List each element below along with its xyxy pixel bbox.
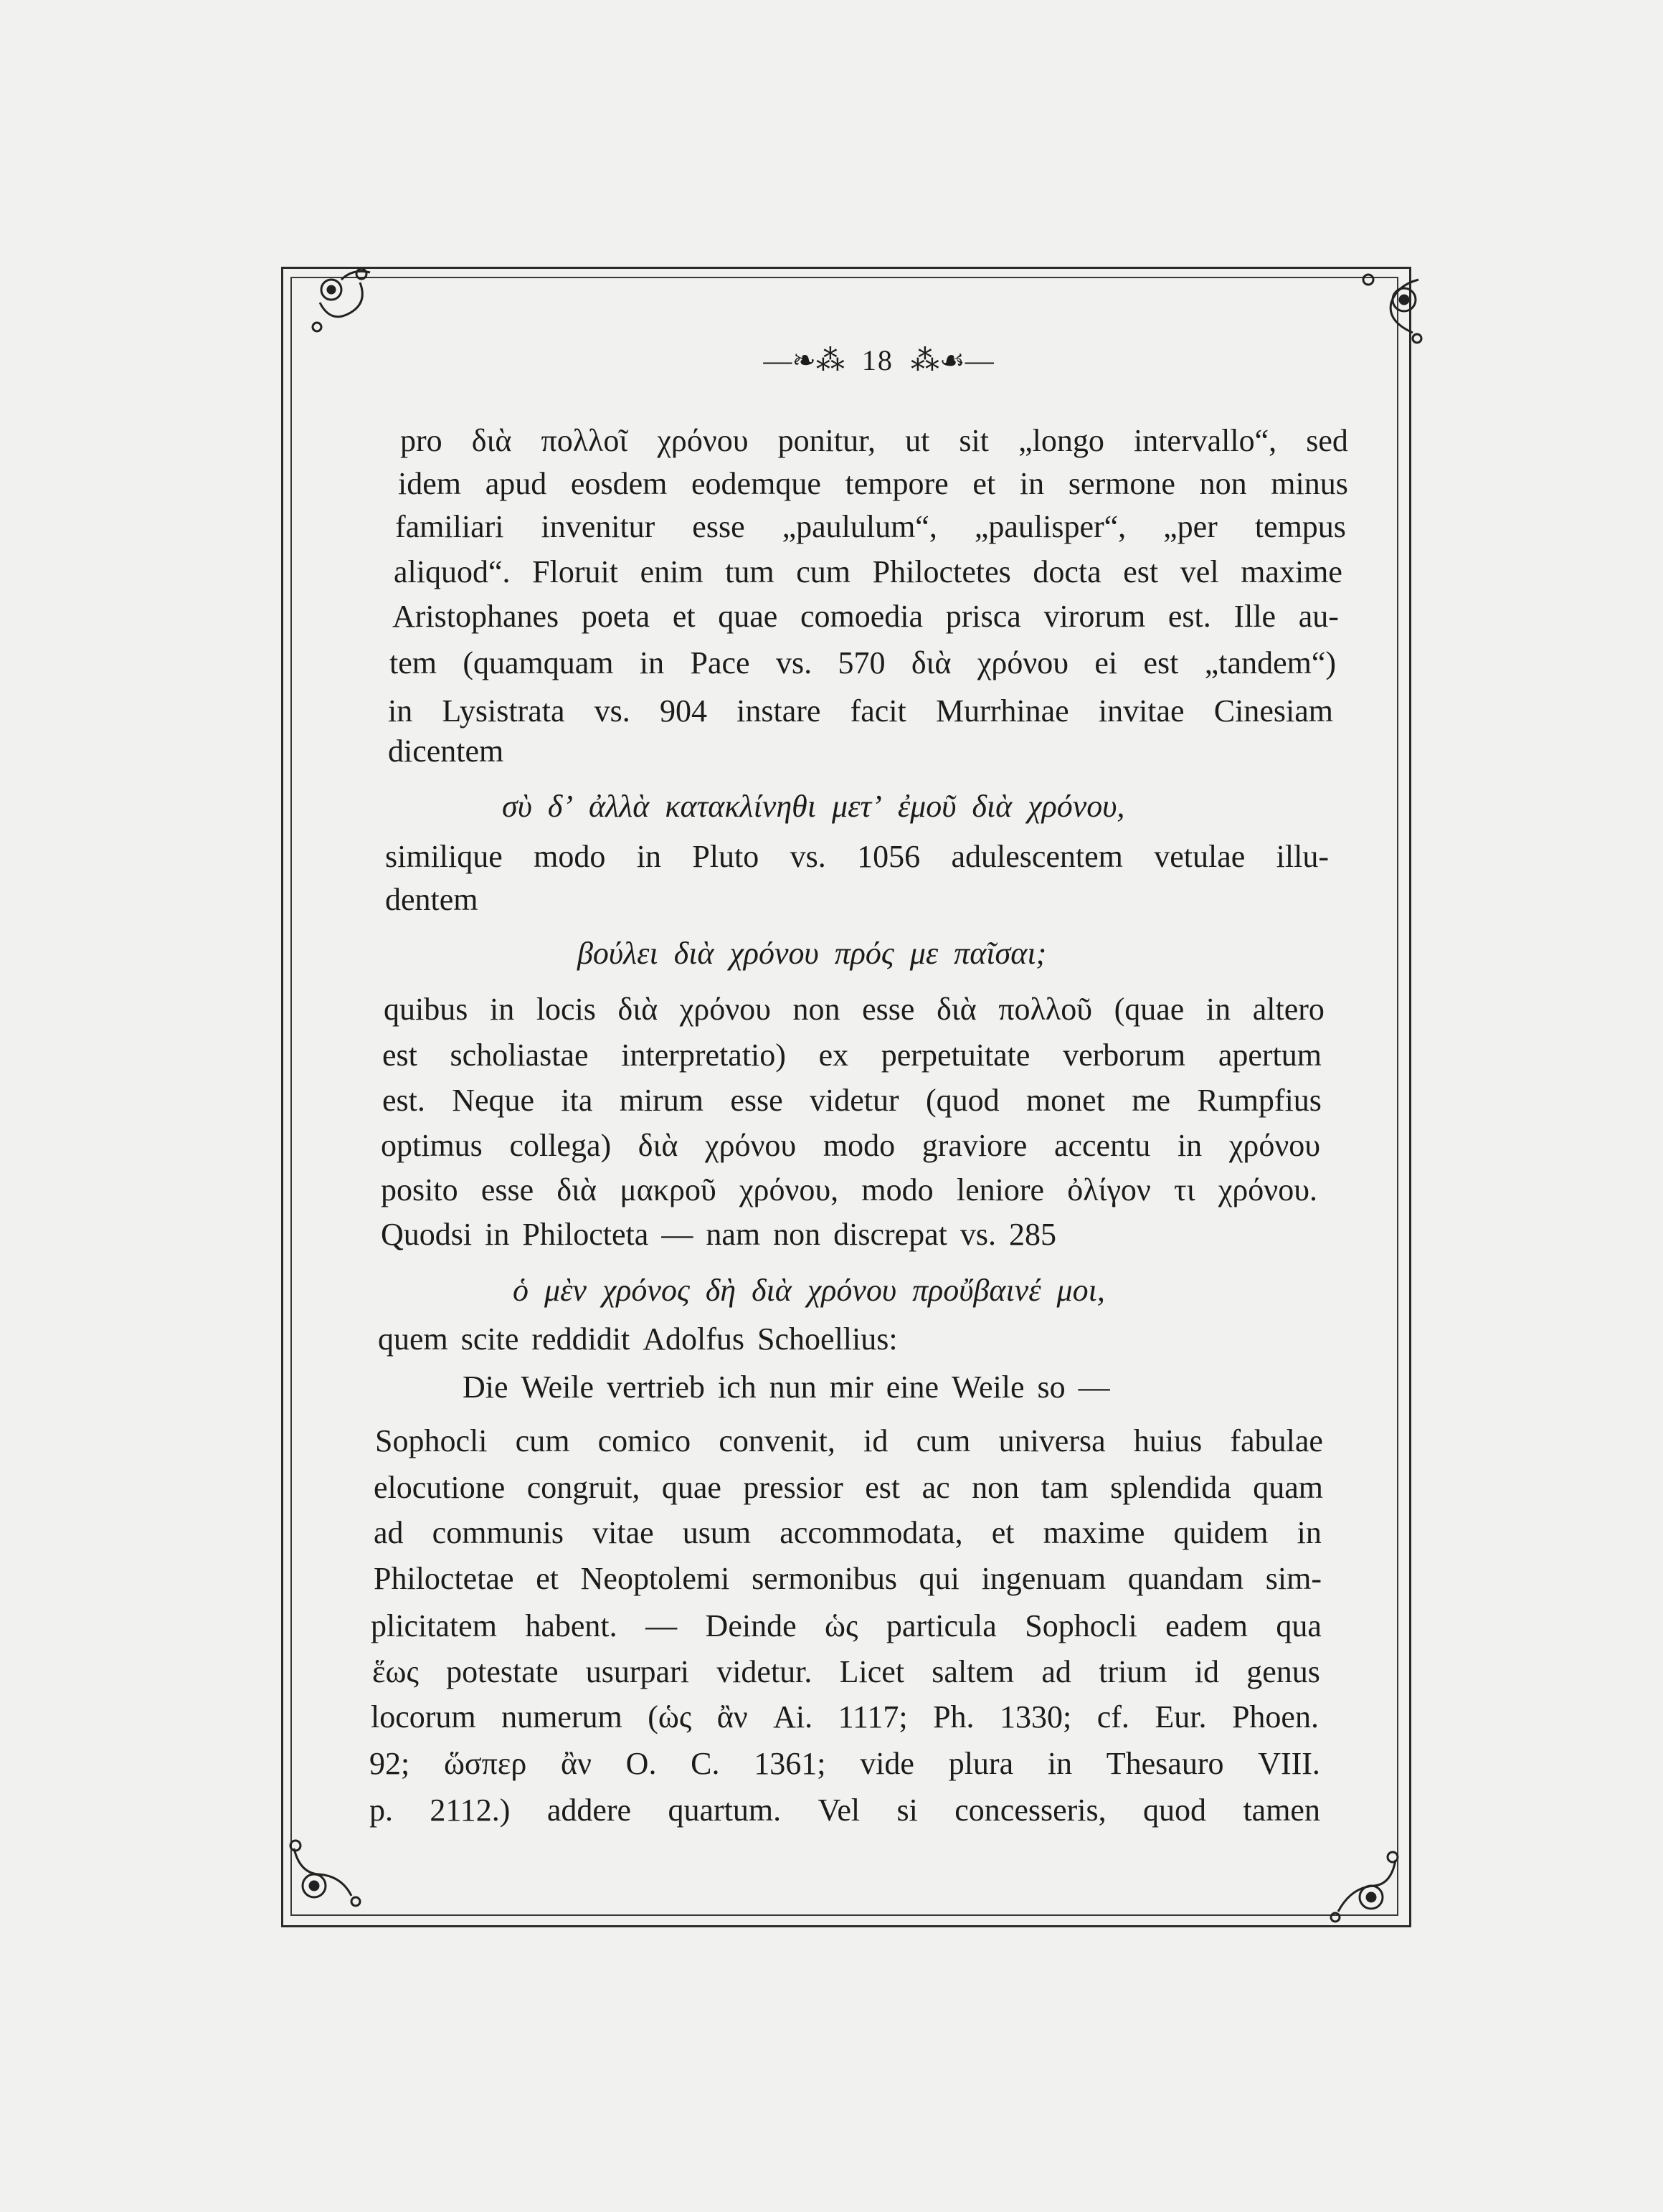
word: quem [378,1321,448,1357]
word: tempore [845,466,949,501]
text-line [381,1169,1317,1212]
word: tum [725,554,774,589]
word: apertum [1218,1038,1322,1073]
word: genus [1246,1654,1320,1689]
word: in [1205,992,1231,1027]
word: δὴ [705,1273,736,1308]
word: poeta [581,599,650,634]
word: sit [959,423,989,458]
word: pressior [743,1470,843,1505]
word: est [1143,645,1179,680]
word: „paulisper“, [974,509,1127,544]
word: est [1123,554,1159,589]
word: id [863,1423,889,1458]
word: „longo [1018,423,1104,458]
word: Aristophanes [392,599,559,634]
word: pro [400,423,442,458]
word: χρόνου [977,645,1069,680]
word: sermone [1068,466,1175,501]
word: comico [597,1423,691,1458]
word: et [972,466,996,501]
word: ὁ [513,1273,529,1308]
verse-line [513,1269,1230,1312]
word: Weile [952,1370,1025,1405]
word: dicentem [388,734,504,769]
page-header [717,338,1040,381]
word: scholiastae [450,1038,589,1073]
word: διὰ [471,423,512,458]
word: quae [661,1470,721,1505]
word: in [1177,1128,1203,1163]
word: intervallo“, [1133,423,1277,458]
word: ponitur, [777,423,876,458]
word: tempus [1254,509,1346,544]
word: esse [730,1083,783,1118]
word: „tandem“) [1204,645,1336,680]
word: usurpari [585,1654,689,1689]
word: διὰ [911,645,952,680]
word: particula [886,1608,997,1643]
word: illu- [1276,839,1329,874]
word: βούλει [577,936,658,971]
word: et [672,599,696,634]
word: Philocteta [522,1217,649,1252]
word: verborum [1063,1038,1186,1073]
word: cf. [1096,1699,1129,1734]
word: 1361; [754,1746,826,1781]
word: esse [480,1172,534,1207]
word: maxime [1241,554,1342,589]
word: vetulae [1154,839,1246,874]
word: vertrieb [607,1370,705,1405]
word: ἂν [561,1746,592,1781]
text-line [385,878,672,921]
word: usum [682,1515,752,1550]
word: πολλοῦ [998,992,1092,1027]
word: interpretatio) [621,1038,786,1073]
word: quam [1253,1470,1323,1505]
word: perpetuitate [881,1038,1031,1073]
text-line [369,1789,1320,1832]
word: διὰ [638,1128,678,1163]
word: (quae [1114,992,1185,1027]
word: μὲν [544,1273,587,1308]
text-line [392,595,1339,638]
text-line [395,505,1346,549]
word: ac [921,1470,950,1505]
text-line [400,419,1348,462]
verse-line [577,932,1223,975]
word: Weile [521,1370,594,1405]
word: mirum [619,1083,704,1118]
word: 285 [1009,1217,1057,1252]
word: Vel [818,1793,861,1828]
word: facit [850,693,906,728]
word: modo [861,1172,934,1207]
word: in [639,645,665,680]
word: concesseris, [954,1793,1107,1828]
word: altero [1252,992,1325,1027]
word: χρόνου [679,992,771,1027]
word: in [388,693,413,728]
word: 1056 [857,839,921,874]
word: quartum. [668,1793,782,1828]
word: accommodata, [780,1515,963,1550]
word: adulescentem [951,839,1123,874]
word: μετ’ [831,789,882,824]
word: 92; [369,1746,410,1781]
word: trium [1099,1654,1167,1689]
word: Licet [839,1654,905,1689]
word: ex [818,1038,849,1073]
word: σὺ [502,789,532,824]
word: sermonibus [752,1561,897,1596]
word: Floruit [532,554,618,589]
word: C. [691,1746,720,1781]
word: 904 [659,693,707,728]
word: discrepat [833,1217,947,1252]
word: leniore [956,1172,1045,1207]
word: vs. [594,693,630,728]
word: Eur. [1155,1699,1207,1734]
word: διὰ [617,992,658,1027]
word: habent. [525,1608,617,1643]
word: ἕως [372,1654,419,1689]
word: mir [829,1370,873,1405]
word: ad [374,1515,404,1550]
word: Ph. [933,1699,975,1734]
word: et [991,1515,1015,1550]
word: 1117; [838,1699,908,1734]
word: χρόνου [657,423,749,458]
text-line [374,1557,1322,1600]
word: χρόνος [602,1273,690,1308]
word: non [1199,466,1247,501]
word: esse [862,992,915,1027]
word: aliquod“. [394,554,511,589]
word: ei [1094,645,1118,680]
text-line [374,1511,1322,1554]
word: monet [1025,1083,1105,1118]
word: με [909,936,939,971]
word: χρόνου [1228,1128,1320,1163]
word: prisca [945,599,1021,634]
word: collega) [509,1128,612,1163]
text-line [385,835,1329,878]
word: sim- [1265,1561,1322,1596]
text-line [382,1079,1322,1122]
word: χρόνου [705,1128,797,1163]
word: (quamquam [463,645,614,680]
word: Lysistrata [442,693,565,728]
word: id [1194,1654,1219,1689]
word: Neoptolemi [580,1561,730,1596]
word: non [792,992,840,1027]
text-line [374,1466,1323,1509]
word: nam [706,1217,761,1252]
word: si [896,1793,918,1828]
word: in [1297,1515,1322,1550]
word: invenitur [541,509,655,544]
word: Ille [1233,599,1276,634]
word: reddidit [531,1321,630,1357]
word: convenit, [719,1423,835,1458]
word: ἂν [716,1699,748,1734]
word: minus [1271,466,1348,501]
word: modo [823,1128,896,1163]
word: idem [398,466,461,501]
word: — [645,1608,678,1643]
text-line [381,1124,1320,1167]
word: splendida [1110,1470,1231,1505]
word: huius [1133,1423,1203,1458]
word: — [1078,1370,1110,1405]
word: in [485,1217,510,1252]
word: vs. [960,1217,997,1252]
word: quidem [1173,1515,1269,1550]
verse-line [502,785,1291,828]
text-line [382,1034,1322,1077]
word: ita [561,1083,593,1118]
word: „paululum“, [782,509,937,544]
word: „per [1163,509,1218,544]
word: modo [534,839,606,874]
corner-ornament-bottom-left-icon [285,1836,364,1914]
word: χρόνου, [1028,789,1125,824]
word: VIII. [1258,1746,1320,1781]
word: docta [1033,554,1101,589]
word: tam [1041,1470,1089,1505]
word: vs. [775,645,812,680]
word: ut [905,423,930,458]
word: addere [546,1793,632,1828]
word: ich [717,1370,757,1405]
word: in [1019,466,1045,501]
word: διὰ [752,1273,792,1308]
word: Murrhinae [935,693,1069,728]
word: 2112.) [430,1793,511,1828]
word: O. [625,1746,657,1781]
word: enim [640,554,703,589]
word: quandam [1127,1561,1244,1596]
word: μακροῦ [620,1172,716,1207]
word: similique [385,839,503,874]
word: in [636,839,661,874]
word: διὰ [673,936,714,971]
word: optimus [381,1128,483,1163]
word: invitae [1098,693,1185,728]
word: instare [736,693,821,728]
word: posito [381,1172,458,1207]
word: in [489,992,515,1027]
word: cum [796,554,851,589]
word: ingenuam [981,1561,1107,1596]
word: virorum [1043,599,1146,634]
text-line [381,1213,1241,1256]
word: Rumpfius [1197,1083,1322,1118]
word: est. [1167,599,1211,634]
word: nun [769,1370,817,1405]
word: est [865,1470,901,1505]
word: qua [1276,1608,1322,1643]
word: διὰ [937,992,977,1027]
text-line [371,1605,1322,1648]
word: videtur [810,1083,899,1118]
word: προὔβαινέ [912,1273,1041,1308]
word: communis [432,1515,564,1550]
text-line [388,730,675,773]
word: πολλοῖ [541,423,628,458]
text-line [384,988,1325,1031]
word: Adolfus [643,1321,745,1357]
corner-ornament-top-left-icon [310,261,389,340]
word: ἀλλὰ [589,789,650,824]
word: κατακλίνηθι [665,789,816,824]
word: Sophocli [375,1423,488,1458]
word: Pluto [692,839,759,874]
word: Ai. [773,1699,813,1734]
word: accentu [1053,1128,1151,1163]
text-line [398,462,1348,505]
word: vide [860,1746,914,1781]
word: eadem [1165,1608,1248,1643]
word: me [1132,1083,1171,1118]
text-line [375,1420,1323,1463]
word: Deinde [705,1608,797,1643]
text-line [394,551,1342,594]
text-line [372,1651,1320,1694]
word: et [536,1561,559,1596]
word: quae [718,599,778,634]
word: vs. [790,839,826,874]
word: χρόνου. [1218,1172,1317,1207]
word: familiari [395,509,504,544]
word: παῖσαι; [954,936,1047,971]
word: διὰ [972,789,1013,824]
word: sed [1306,423,1348,458]
word: (ὡς [648,1699,692,1734]
word: tem [389,645,437,680]
word: fabulae [1230,1423,1323,1458]
word: τι [1174,1172,1195,1207]
word: non [972,1470,1020,1505]
word: non [773,1217,821,1252]
text-line [389,642,1336,685]
word: 1330; [1000,1699,1072,1734]
word: Pace [690,645,750,680]
page-number: 18 [861,343,894,376]
word: graviore [921,1128,1028,1163]
word: numerum [501,1699,622,1734]
word: χρόνου [729,936,819,971]
word: Die [463,1370,508,1405]
word: 570 [838,645,886,680]
word: ὡς [825,1608,858,1643]
word: locis [536,992,596,1027]
word: Philoctetae [374,1561,514,1596]
word: δ’ [547,789,574,824]
word: cum [916,1423,971,1458]
header-ornament-right-icon: ⁂☙— [910,343,994,376]
word: universa [998,1423,1106,1458]
word: Cinesiam [1213,693,1333,728]
word: χρόνου, [739,1172,839,1207]
text-line [463,1366,1323,1409]
word: Thesauro [1106,1746,1224,1781]
word: plura [948,1746,1014,1781]
word: Phoen. [1231,1699,1319,1734]
corner-ornament-top-right-icon [1354,271,1433,350]
word: so [1037,1370,1066,1405]
word: saltem [932,1654,1015,1689]
word: est. [382,1083,425,1118]
word: διὰ [556,1172,597,1207]
word: ἐμοῦ [897,789,957,824]
word: comoedia [800,599,924,634]
word: qui [919,1561,960,1596]
word: eine [886,1370,939,1405]
word: Schoellius: [757,1321,898,1357]
text-line [378,1318,1095,1361]
word: ὀλίγον [1067,1172,1151,1207]
word: locorum [371,1699,476,1734]
word: esse [692,509,745,544]
word: p. [369,1793,393,1828]
word: tamen [1243,1793,1320,1828]
word: vitae [592,1515,654,1550]
word: cum [515,1423,570,1458]
word: χρόνου [807,1273,897,1308]
text-line [371,1696,1319,1739]
word: au- [1298,599,1339,634]
word: vel [1180,554,1219,589]
word: est [382,1038,417,1073]
word: scite [460,1321,519,1357]
word: videtur. [716,1654,812,1689]
word: Philoctetes [872,554,1011,589]
word: quod [1143,1793,1207,1828]
word: in [1047,1746,1073,1781]
word: eosdem [570,466,668,501]
word: eodemque [691,466,821,501]
header-ornament-left-icon: —❧⁂ [763,343,845,376]
word: quibus [384,992,468,1027]
word: potestate [446,1654,559,1689]
corner-ornament-bottom-right-icon [1327,1848,1406,1927]
word: ὥσπερ [443,1746,527,1781]
word: plicitatem [371,1608,497,1643]
text-line [388,690,1333,733]
word: — [661,1217,693,1252]
word: μοι, [1056,1273,1105,1308]
word: ad [1041,1654,1071,1689]
word: πρός [834,936,894,971]
word: Neque [452,1083,535,1118]
word: Quodsi [381,1217,473,1252]
word: apud [485,466,547,501]
word: (quod [925,1083,1000,1118]
word: congruit, [526,1470,640,1505]
word: dentem [385,882,478,917]
text-line [369,1742,1320,1785]
word: elocutione [374,1470,506,1505]
word: Sophocli [1025,1608,1137,1643]
word: maxime [1043,1515,1145,1550]
